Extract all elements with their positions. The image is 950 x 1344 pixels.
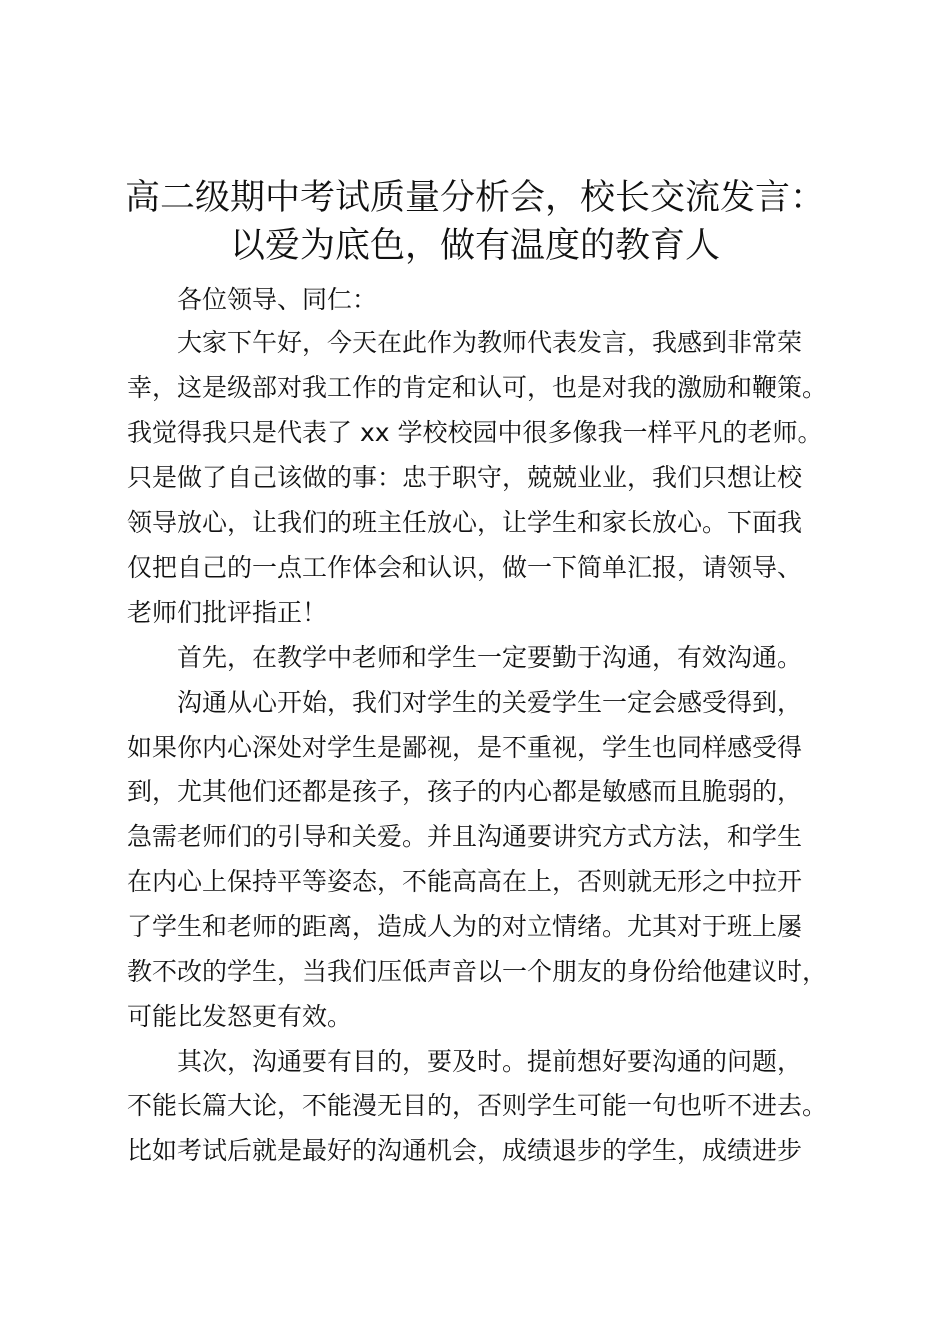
paragraph-line: 如果你内心深处对学生是鄙视，是不重视，学生也同样感受得 (127, 733, 803, 762)
paragraph-line: 在内心上保持平等姿态，不能高高在上，否则就无形之中拉开 (127, 867, 803, 896)
paragraph-line: 其次，沟通要有目的，要及时。提前想好要沟通的问题， (177, 1047, 803, 1076)
paragraph-line: 我觉得我只是代表了 xx 学校校园中很多像我一样平凡的老师。 (127, 418, 823, 447)
salutation: 各位领导、同仁： (177, 285, 378, 314)
paragraph-line: 首先，在教学中老师和学生一定要勤于沟通，有效沟通。 (177, 643, 803, 672)
paragraph-line: 到，尤其他们还都是孩子，孩子的内心都是敏感而且脆弱的， (127, 777, 803, 806)
paragraph-line: 领导放心，让我们的班主任放心，让学生和家长放心。下面我 (127, 508, 803, 537)
paragraph-line: 幸，这是级部对我工作的肯定和认可，也是对我的激励和鞭策。 (127, 373, 828, 402)
paragraph-line: 急需老师们的引导和关爱。并且沟通要讲究方式方法，和学生 (127, 822, 803, 851)
paragraph-line: 了学生和老师的距离，造成人为的对立情绪。尤其对于班上屡 (127, 912, 803, 941)
paragraph-line: 仅把自己的一点工作体会和认识，做一下简单汇报，请领导、 (127, 553, 803, 582)
paragraph-line: 比如考试后就是最好的沟通机会，成绩退步的学生，成绩进步 (127, 1136, 803, 1165)
paragraph-line: 老师们批评指正！ (127, 598, 328, 627)
paragraph-line: 教不改的学生，当我们压低声音以一个朋友的身份给他建议时， (127, 957, 828, 986)
paragraph-line: 可能比发怒更有效。 (127, 1002, 353, 1031)
document-title-line-2: 以爱为底色，做有温度的教育人 (229, 226, 720, 266)
paragraph-line: 大家下午好，今天在此作为教师代表发言，我感到非常荣 (177, 328, 803, 357)
paragraph-line: 只是做了自己该做的事：忠于职守，兢兢业业，我们只想让校 (127, 463, 803, 492)
document-title-line-1: 高二级期中考试质量分析会，校长交流发言： (124, 178, 825, 218)
paragraph-line: 沟通从心开始，我们对学生的关爱学生一定会感受得到， (177, 688, 803, 717)
paragraph-line: 不能长篇大论，不能漫无目的，否则学生可能一句也听不进去。 (127, 1091, 828, 1120)
